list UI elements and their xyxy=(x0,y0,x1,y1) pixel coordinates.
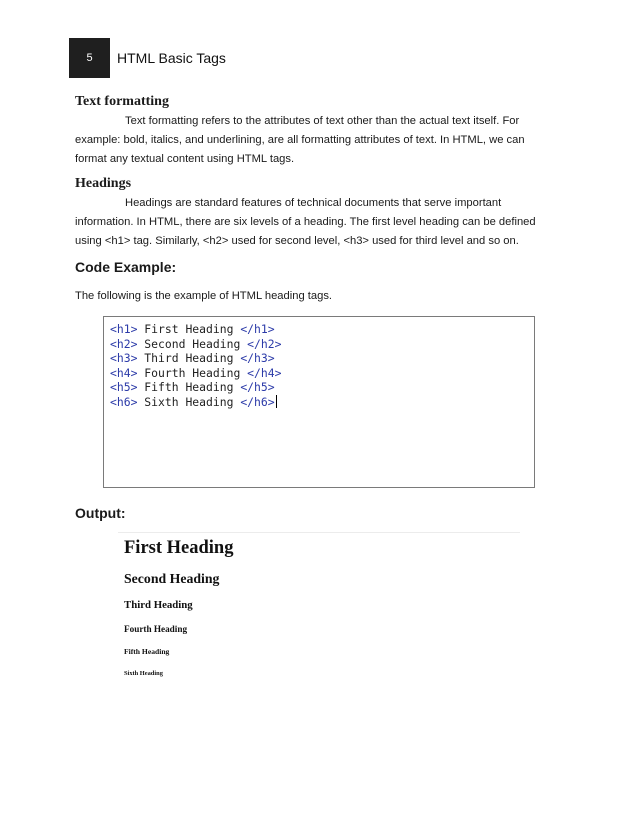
output-heading-1: First Heading xyxy=(124,538,234,558)
code-editor-box xyxy=(103,316,535,488)
code-open-tag: <h1> xyxy=(110,322,138,336)
section-heading-text-formatting: Text formatting xyxy=(75,94,169,109)
document-title: HTML Basic Tags xyxy=(117,50,226,66)
output-heading-2: Second Heading xyxy=(124,571,220,586)
code-open-tag: <h5> xyxy=(110,380,138,395)
paragraph-line: Text formatting refers to the attributes of text other than the actual text itself. For xyxy=(125,115,520,127)
code-text: Fourth Heading xyxy=(137,365,248,380)
code-text: Third Heading xyxy=(137,351,241,366)
section-heading-headings: Headings xyxy=(75,176,132,191)
code-open-tag: <h2> xyxy=(110,336,138,351)
paragraph-line: format any textual content using HTML tags. xyxy=(75,153,295,165)
output-divider xyxy=(118,532,520,533)
code-text: First Heading xyxy=(137,322,241,336)
text-formatting-paragraph xyxy=(75,112,555,169)
paragraph-line: example: bold, italics, and underlining, are all formatting attributes of text. In HTML, we can xyxy=(75,134,525,146)
section-heading-code-example: Code Example: xyxy=(75,259,177,275)
code-open-tag: <h3> xyxy=(110,351,138,366)
code-text: Fifth Heading xyxy=(137,380,241,395)
code-line xyxy=(110,337,281,352)
code-lines xyxy=(110,322,281,410)
code-line xyxy=(110,351,281,366)
output-heading-4: Fourth Heading xyxy=(124,624,188,634)
output-heading-6: Sixth Heading xyxy=(124,670,163,677)
code-line xyxy=(110,380,281,395)
code-close-tag: </h1> xyxy=(240,322,275,336)
output-heading-3: Third Heading xyxy=(124,599,193,611)
paragraph-line: Headings are standard features of technical documents that serve important xyxy=(125,197,502,209)
code-close-tag: </h6> xyxy=(240,394,275,409)
output-heading-5: Fifth Heading xyxy=(124,647,170,656)
headings-paragraph xyxy=(75,194,555,251)
text-cursor xyxy=(276,395,277,408)
code-close-tag: </h4> xyxy=(247,365,282,380)
code-line xyxy=(110,322,281,337)
code-text: Second Heading xyxy=(137,336,248,351)
section-heading-output: Output: xyxy=(75,505,126,521)
code-line xyxy=(110,366,281,381)
code-close-tag: </h3> xyxy=(240,351,275,366)
code-line xyxy=(110,395,281,410)
paragraph-line: information. In HTML, there are six levels of a heading. The first level heading can be defined xyxy=(75,216,536,228)
code-close-tag: </h5> xyxy=(240,380,275,395)
code-open-tag: <h6> xyxy=(110,394,138,409)
code-text: Sixth Heading xyxy=(137,394,241,409)
paragraph-line: using <h1> tag. Similarly, <h2> used for second level, <h3> used for third level and so on. xyxy=(75,235,519,247)
code-open-tag: <h4> xyxy=(110,365,138,380)
code-close-tag: </h2> xyxy=(247,336,282,351)
page-number: 5 xyxy=(69,38,110,78)
code-example-intro: The following is the example of HTML heading tags. xyxy=(75,290,333,302)
